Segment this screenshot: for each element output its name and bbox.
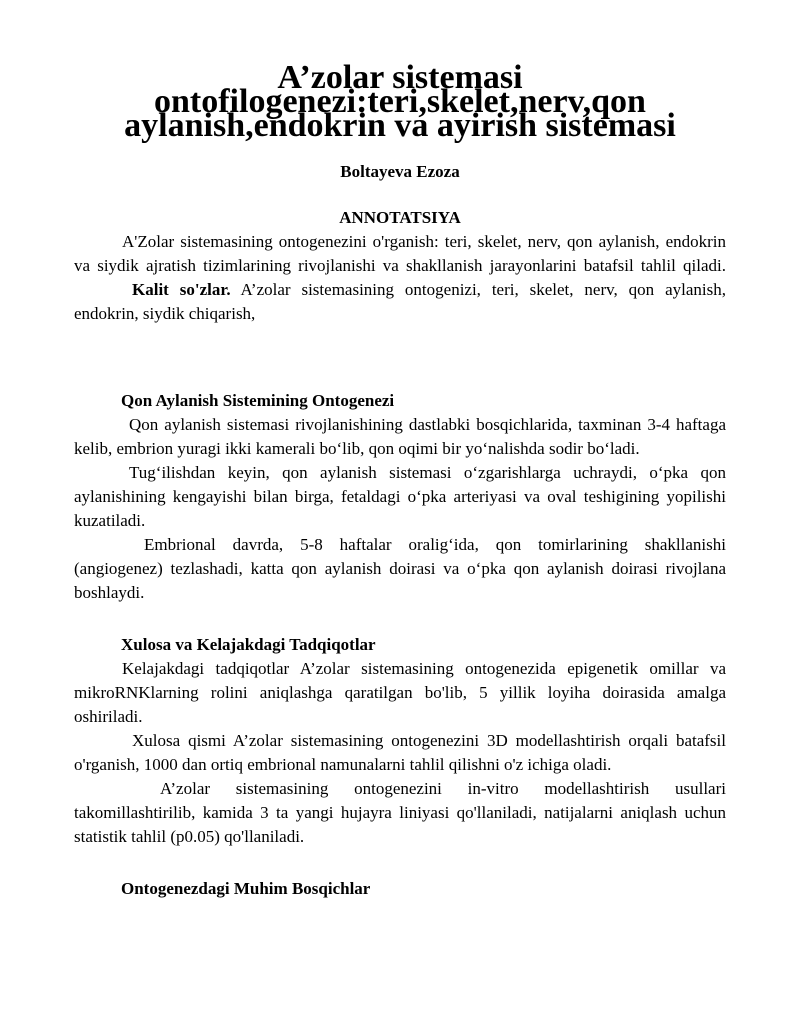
- keywords-paragraph: [74, 278, 726, 326]
- section-paragraph: Embrional davrda, 5-8 haftalar oralig‘ida, qon tomirlarining shakllanishi (angiogenez) tezlashadi, katta qon aylanish doirasi va o‘pka qon aylanish doirasi rivojlana boshlaydi.: [74, 535, 726, 602]
- annotation-heading: ANNOTATSIYA: [339, 208, 461, 227]
- keywords-text: A’zolar sistemasining ontogenizi, teri, skelet, nerv, qon aylanish, endokrin, siydik chiqarish,: [74, 280, 726, 323]
- keywords-label: Kalit so'zlar.: [132, 280, 231, 299]
- section-paragraph: Xulosa qismi A’zolar sistemasining ontogenezini 3D modellashtirish orqali batafsil o'rganish, 1000 dan ortiq embrional namunalarni tahlil qilishni o'z ichiga oladi.: [74, 731, 726, 774]
- section-paragraph: Kelajakdagi tadqiqotlar A’zolar sistemasining ontogenezida epigenetik omillar va mikroRNKlarning rolini aniqlashga qaratilgan bo'lib, 5 yillik loyiha doirasida amalga oshiriladi.: [74, 659, 726, 726]
- section-heading: Qon Aylanish Sistemining Ontogenezi: [121, 391, 395, 410]
- section-paragraph: Tug‘ilishdan keyin, qon aylanish sistemasi o‘zgarishlarga uchraydi, o‘pka qon aylanishining kengayishi bilan birga, fetaldagi o‘pka arteriyasi va oval teshigining yopilishi kuzatiladi.: [74, 463, 726, 530]
- document-title: A’zolar sistemasi ontofilogenezi:teri,skelet,nerv,qon aylanish,endokrin va ayirish sistemasi: [124, 59, 676, 144]
- section-heading: Ontogenezdagi Muhim Bosqichlar: [121, 879, 371, 898]
- section-paragraph: Qon aylanish sistemasi rivojlanishining dastlabki bosqichlarida, taxminan 3-4 haftaga kelib, embrion yuragi ikki kamerali bo‘lib, qon oqimi bir yo‘nalishda sodir bo‘ladi.: [74, 415, 726, 458]
- annotation-text: A'Zolar sistemasining ontogenezini o'rganish: teri, skelet, nerv, qon aylanish, endokrin va siydik ajratish tizimlarining rivojlanishi va shakllanish jarayonlarini batafsil tahlil qiladi.: [74, 232, 726, 275]
- author-name: Boltayeva Ezoza: [340, 162, 460, 181]
- section-heading: Xulosa va Kelajakdagi Tadqiqotlar: [121, 635, 376, 654]
- section-paragraph: A’zolar sistemasining ontogenezini in-vitro modellashtirish usullari takomillashtirilib, kamida 3 ta yangi hujayra liniyasi qo'llaniladi, natijalarni aniqlash uchun statistik tahlil (p0.05) qo'llaniladi.: [74, 779, 726, 846]
